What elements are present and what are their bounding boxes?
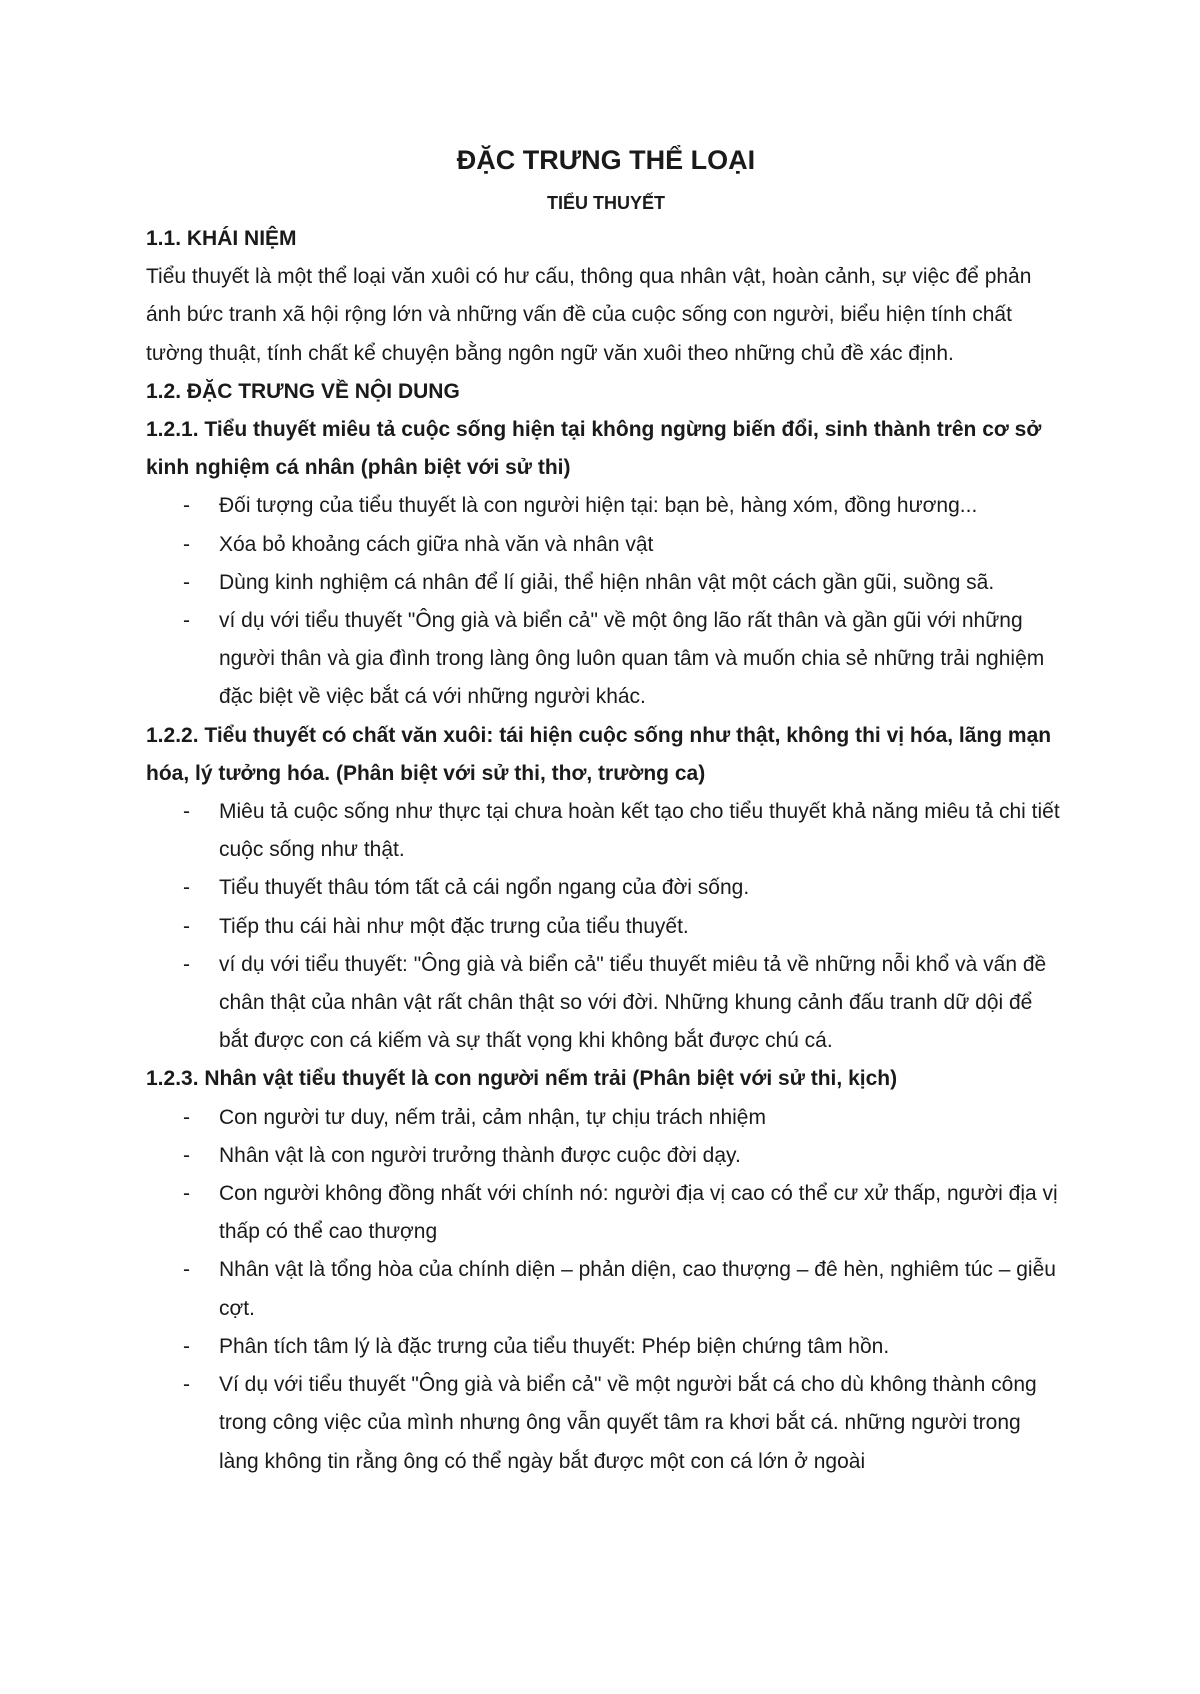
bullet-dash: - <box>183 876 190 900</box>
list-item-text: Ví dụ với tiểu thuyết "Ông già và biển cả" về một người bắt cá cho dù không thành công trong công việc của mình nhưng ông vẫn quyết tâm ra khơi bắt cá. những người trong làng không tin rằng ông có thể ngày bắt được một con cá lớn ở ngoài <box>219 1373 1037 1473</box>
list-item <box>146 908 1066 946</box>
section-1-2-3-list <box>146 1099 1066 1481</box>
bullet-dash: - <box>183 1373 190 1397</box>
bullet-dash: - <box>183 1334 190 1358</box>
section-1-2-2-heading: 1.2.2. Tiểu thuyết có chất văn xuôi: tái hiện cuộc sống như thật, không thi vị hóa, lãng mạn hóa, lý tưởng hóa. (Phân biệt với sử thi, thơ, trường ca) <box>146 723 1052 785</box>
list-item-text: Nhân vật là con người trưởng thành được cuộc đời dạy. <box>219 1143 741 1167</box>
list-item-text: ví dụ với tiểu thuyết "Ông già và biển cả" về một ông lão rất thân và gần gũi với những người thân và gia đình trong làng ông luôn quan tâm và muốn chia sẻ những trải nghiệm đặc biệt về việc bắt cá với những người khác. <box>219 609 1045 709</box>
list-item <box>146 564 1066 602</box>
list-item-text: ví dụ với tiểu thuyết: "Ông già và biển cả" tiểu thuyết miêu tả về những nỗi khổ và vấn đề chân thật của nhân vật rất chân thật so với đời. Những khung cảnh đấu tranh dữ dội để bắt được con cá kiếm và sự thất vọng khi không bắt được chú cá. <box>219 952 1047 1053</box>
list-item <box>146 869 1066 907</box>
section-1-1-heading: 1.1. KHÁI NIỆM <box>146 227 297 250</box>
bullet-dash: - <box>183 800 190 824</box>
list-item-text: Con người tư duy, nếm trải, cảm nhận, tự chịu trách nhiệm <box>219 1105 766 1129</box>
document-title: ĐẶC TRƯNG THỂ LOẠI <box>456 145 756 175</box>
list-item-text: Miêu tả cuộc sống như thực tại chưa hoàn kết tạo cho tiểu thuyết khả năng miêu tả chi tiết cuộc sống như thật. <box>219 800 1060 862</box>
list-item <box>146 1137 1066 1175</box>
section-1-2-heading: 1.2. ĐẶC TRƯNG VỀ NỘI DUNG <box>146 379 460 403</box>
section-1-1-text: Tiểu thuyết là một thể loại văn xuôi có hư cấu, thông qua nhân vật, hoàn cảnh, sự việc để phản ánh bức tranh xã hội rộng lớn và những vấn đề của cuộc sống con người, biểu hiện tính chất tường thuật, tính chất kể chuyện bằng ngôn ngữ văn xuôi theo những chủ đề xác định. <box>146 265 1032 365</box>
list-item <box>146 487 1066 525</box>
list-item <box>146 602 1066 717</box>
bullet-dash: - <box>183 532 190 556</box>
bullet-dash: - <box>183 1143 190 1167</box>
bullet-dash: - <box>183 914 190 938</box>
section-1-2-3-heading: 1.2.3. Nhân vật tiểu thuyết là con người nếm trải (Phân biệt với sử thi, kịch) <box>146 1067 898 1091</box>
list-item <box>146 1175 1066 1251</box>
list-item <box>146 946 1066 1061</box>
section-1-2-2-list <box>146 793 1066 1060</box>
bullet-dash: - <box>183 494 190 518</box>
bullet-dash: - <box>183 609 190 633</box>
document-body <box>146 140 1066 1481</box>
list-item <box>146 1251 1066 1327</box>
list-item-text: Đối tượng của tiểu thuyết là con người hiện tại: bạn bè, hàng xóm, đồng hương... <box>219 494 978 518</box>
list-item-text: Con người không đồng nhất với chính nó: người địa vị cao có thể cư xử thấp, người địa vị thấp có thể cao thượng <box>219 1182 1058 1244</box>
list-item <box>146 1099 1066 1137</box>
list-item-text: Phân tích tâm lý là đặc trưng của tiểu thuyết: Phép biện chứng tâm hồn. <box>219 1334 890 1358</box>
list-item-text: Dùng kinh nghiệm cá nhân để lí giải, thể hiện nhân vật một cách gần gũi, suồng sã. <box>219 570 995 594</box>
list-item <box>146 793 1066 869</box>
list-item-text: Tiếp thu cái hài như một đặc trưng của tiểu thuyết. <box>219 914 689 938</box>
list-item-text: Xóa bỏ khoảng cách giữa nhà văn và nhân vật <box>219 532 654 556</box>
document-subtitle: TIỂU THUYẾT <box>546 193 665 213</box>
bullet-dash: - <box>183 1105 190 1129</box>
list-item <box>146 526 1066 564</box>
section-1-2-1-heading: 1.2.1. Tiểu thuyết miêu tả cuộc sống hiện tại không ngừng biến đổi, sinh thành trên cơ sở kinh nghiệm cá nhân (phân biệt với sử thi) <box>146 418 1042 480</box>
bullet-dash: - <box>183 570 190 594</box>
list-item <box>146 1366 1066 1481</box>
bullet-dash: - <box>183 1182 190 1206</box>
section-1-2-1-list <box>146 487 1066 716</box>
list-item-text: Tiểu thuyết thâu tóm tất cả cái ngổn ngang của đời sống. <box>219 876 750 900</box>
bullet-dash: - <box>183 952 190 976</box>
list-item <box>146 1328 1066 1366</box>
bullet-dash: - <box>183 1258 190 1282</box>
list-item-text: Nhân vật là tổng hòa của chính diện – phản diện, cao thượng – đê hèn, nghiêm túc – giễu cợt. <box>219 1258 1056 1320</box>
